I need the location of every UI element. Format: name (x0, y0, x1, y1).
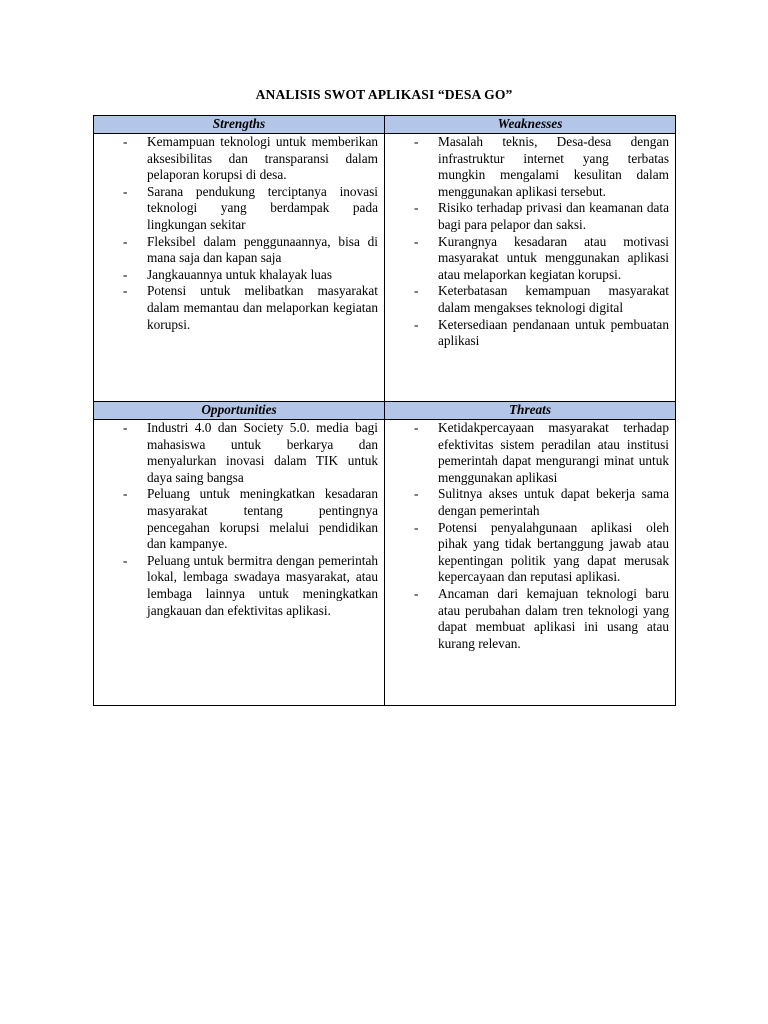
list-item (385, 586, 669, 652)
list-item-text: Sulitnya akses untuk dapat bekerja sama dengan pemerintah (438, 486, 669, 518)
strengths-header: Strengths (94, 116, 385, 134)
list-item (94, 486, 378, 552)
bullet-dash: - (123, 183, 128, 199)
bullet-dash: - (414, 233, 419, 249)
bullet-dash: - (123, 486, 128, 502)
document-title: ANALISIS SWOT APLIKASI “DESA GO” (255, 87, 513, 102)
list-item-text: Kurangnya kesadaran atau motivasi masyarakat untuk menggunakan aplikasi atau melaporkan kegiatan korupsi. (438, 233, 669, 282)
bullet-dash: - (123, 233, 128, 249)
list-item (385, 486, 669, 519)
list-item (94, 420, 378, 486)
list-item (385, 283, 669, 316)
list-item (94, 184, 378, 234)
list-item-text: Ancaman dari kemajuan teknologi baru atau perubahan dalam tren teknologi yang dapat membuat aplikasi ini usang atau kurang relevan. (438, 585, 669, 651)
list-item (94, 553, 378, 619)
swot-content-row-top (94, 134, 676, 402)
list-item (94, 283, 378, 333)
weaknesses-list (385, 134, 675, 350)
opportunities-cell (94, 420, 385, 706)
list-item (385, 234, 669, 284)
threats-header: Threats (385, 402, 676, 420)
list-item (94, 134, 378, 184)
list-item (385, 420, 669, 486)
threats-cell (385, 420, 676, 706)
opportunities-header: Opportunities (94, 402, 385, 420)
swot-table (93, 115, 676, 706)
list-item-text: Industri 4.0 dan Society 5.0. media bagi mahasiswa untuk berkarya dan menyalurkan inovasi dalam TIK untuk daya saing bangsa (147, 420, 378, 485)
threats-list (385, 420, 675, 652)
bullet-dash: - (123, 266, 128, 282)
bullet-dash: - (123, 134, 128, 149)
list-item-text: Peluang untuk bermitra dengan pemerintah lokal, lembaga swadaya masyarakat, atau lembaga lainnya untuk meningkatkan jangkauan dan efektivitas aplikasi. (147, 552, 378, 618)
list-item (385, 134, 669, 200)
list-item-text: Risiko terhadap privasi dan keamanan data bagi para pelapor dan saksi. (438, 200, 669, 232)
list-item-text: Keterbatasan kemampuan masyarakat dalam mengakses teknologi digital (438, 283, 669, 315)
weaknesses-header: Weaknesses (385, 116, 676, 134)
list-item (385, 200, 669, 233)
bullet-dash: - (414, 134, 419, 149)
list-item-text: Ketersediaan pendanaan untuk pembuatan aplikasi (438, 316, 669, 349)
list-item-text: Potensi untuk melibatkan masyarakat dalam memantau dan melaporkan kegiatan korupsi. (147, 283, 378, 332)
bullet-dash: - (414, 585, 419, 601)
list-item-text: Potensi penyalahgunaan aplikasi oleh pihak yang tidak bertanggung jawab atau kepentingan politik yang dapat merusak kepercayaan dan reputasi aplikasi. (438, 519, 669, 585)
list-item-text: Masalah teknis, Desa-desa dengan infrastruktur internet yang terbatas mungkin mengalami kesulitan dalam menggunakan aplikasi tersebut. (438, 134, 669, 199)
swot-content-row-bottom (94, 420, 676, 706)
list-item-text: Jangkauannya untuk khalayak luas (147, 266, 332, 282)
list-item (94, 267, 378, 284)
bullet-dash: - (414, 200, 419, 216)
list-item (385, 317, 669, 350)
bullet-dash: - (414, 420, 419, 435)
swot-header-row-top (94, 116, 676, 134)
strengths-list (94, 134, 384, 333)
list-item (385, 520, 669, 586)
bullet-dash: - (123, 552, 128, 568)
opportunities-list (94, 420, 384, 619)
bullet-dash: - (123, 283, 128, 299)
weaknesses-cell (385, 134, 676, 402)
bullet-dash: - (123, 420, 128, 435)
list-item (94, 234, 378, 267)
list-item-text: Ketidakpercayaan masyarakat terhadap efektivitas sistem peradilan atau institusi pemerintah dapat mengurangi minat untuk menggunakan aplikasi (438, 420, 669, 485)
bullet-dash: - (414, 486, 419, 502)
strengths-cell (94, 134, 385, 402)
swot-header-row-bottom (94, 402, 676, 420)
list-item-text: Kemampuan teknologi untuk memberikan aksesibilitas dan transparansi dalam pelaporan korupsi di desa. (147, 134, 378, 183)
list-item-text: Peluang untuk meningkatkan kesadaran masyarakat tentang pentingnya pencegahan korupsi melalui pendidikan dan kampanye. (147, 486, 378, 552)
bullet-dash: - (414, 316, 419, 332)
bullet-dash: - (414, 283, 419, 299)
list-item-text: Sarana pendukung terciptanya inovasi teknologi yang berdampak pada lingkungan sekitar (147, 183, 378, 232)
bullet-dash: - (414, 519, 419, 535)
list-item-text: Fleksibel dalam penggunaannya, bisa di mana saja dan kapan saja (147, 233, 378, 266)
